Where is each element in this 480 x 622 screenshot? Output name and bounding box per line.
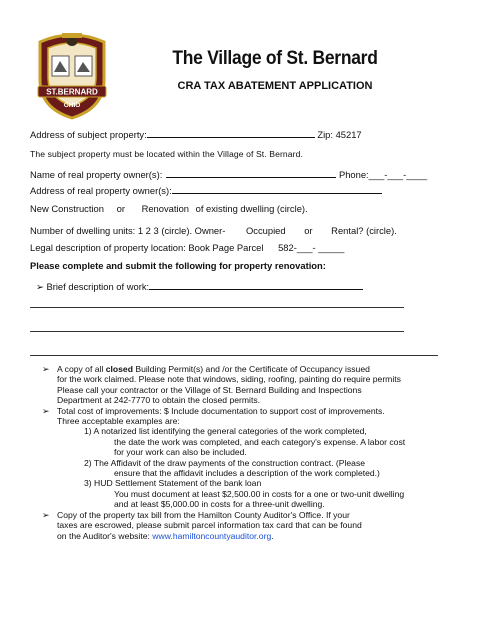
example2-line2: ensure that the affidavit includes a description of the work completed.) — [114, 468, 380, 479]
address-blank[interactable] — [147, 128, 315, 138]
location-note: The subject property must be located within the Village of St. Bernard. — [30, 149, 304, 159]
construction-type-row — [30, 203, 308, 214]
renovation-option[interactable]: Renovation — [141, 203, 189, 214]
renovation-tail-text: of existing dwelling (circle). — [195, 203, 308, 214]
or-text: or — [116, 203, 125, 214]
item2-line1: Total cost of improvements: $ Include documentation to support cost of improvements. — [57, 405, 385, 416]
address-field-row[interactable] — [30, 128, 362, 140]
bullet-arrow-icon: ➢ — [36, 281, 44, 292]
item1-line4: Department at 242-7770 to obtain the closed permits. — [57, 395, 261, 406]
description-line-1[interactable] — [30, 307, 404, 308]
item1-line3: Please call your contractor or the Village of St. Bernard Building and Inspections — [57, 384, 362, 395]
auditor-website-link[interactable]: www.hamiltoncountyauditor.org — [152, 530, 272, 541]
brief-label: Brief description of work: — [46, 281, 150, 292]
owner-address-label: Address of real property owner(s): — [30, 185, 172, 196]
example1-line3: for your work can also be included. — [114, 447, 247, 458]
units-row — [30, 225, 397, 236]
seal-state-text: OHIO — [63, 102, 81, 109]
requirement-item-cost — [42, 406, 472, 510]
bullet-arrow-icon: ➢ — [42, 509, 50, 520]
example2-line1: 2) The Affidavit of the draw payments of the construction contract. (Please — [84, 457, 366, 468]
or-text: or — [304, 225, 313, 236]
section-divider — [30, 355, 438, 356]
example3-line3: and at least $5,000.00 in costs for a three-unit dwelling. — [114, 499, 325, 510]
item3-line3: on the Auditor's website: — [57, 530, 153, 541]
legal-label: Legal description of property location: Book Page Parcel — [30, 242, 264, 253]
owner-name-label: Name of real property owner(s): — [30, 169, 163, 180]
example1-line1: 1) A notarized list identifying the general categories of the work completed, — [84, 426, 367, 437]
units-label: Number of dwelling units: 1 2 3 (circle). Owner- — [30, 225, 226, 236]
description-line-2[interactable] — [30, 331, 404, 332]
example3-line2: You must document at least $2,500.00 in costs for a one or two-unit dwelling — [114, 488, 405, 499]
address-label: Address of subject property: — [30, 129, 147, 140]
brief-blank[interactable] — [149, 280, 363, 290]
item3-line1: Copy of the property tax bill from the Hamilton County Auditor's Office. If your — [57, 509, 350, 520]
item1-text-rest: Building Permit(s) and /or the Certificate of Occupancy issued — [132, 364, 370, 374]
village-seal-logo — [32, 28, 112, 120]
example3-line1: 3) HUD Settlement Statement of the bank loan — [84, 478, 262, 489]
requirement-item-permits — [42, 364, 472, 406]
occupied-option[interactable]: Occupied — [246, 225, 286, 236]
owner-address-blank[interactable] — [172, 184, 382, 194]
item2-line2: Three acceptable examples are: — [57, 416, 180, 427]
new-construction-option[interactable]: New Construction — [30, 203, 104, 214]
item1-line2: for the work claimed. Please note that windows, siding, roofing, painting do require permits — [57, 374, 401, 385]
example1-line2: the date the work was completed, and each category's expense. A labor cost — [114, 436, 406, 447]
form-subtitle: CRA TAX ABATEMENT APPLICATION — [177, 80, 373, 92]
parcel-number-fill[interactable]: 582-___- _____ — [278, 242, 345, 253]
page-title: The Village of St. Bernard — [172, 48, 378, 69]
bullet-arrow-icon: ➢ — [42, 405, 50, 416]
seal-name-text: ST.BERNARD — [46, 87, 98, 97]
owner-name-blank[interactable] — [166, 168, 336, 178]
section-heading: Please complete and submit the following for property renovation: — [30, 260, 326, 271]
requirement-item-tax-bill — [42, 510, 472, 541]
owner-name-row[interactable] — [30, 168, 427, 180]
requirements-list — [42, 364, 472, 541]
rental-option[interactable]: Rental? (circle). — [331, 225, 397, 236]
phone-label: Phone:___-___-____ — [338, 169, 428, 180]
bullet-arrow-icon: ➢ — [42, 364, 50, 374]
item3-period: . — [271, 530, 274, 541]
owner-address-row[interactable] — [30, 184, 382, 196]
legal-description-row[interactable] — [30, 242, 344, 253]
item3-line2: taxes are escrowed, please submit parcel information tax card that can be found — [57, 520, 362, 531]
zip-label: Zip: 45217 — [317, 129, 362, 140]
brief-description-row[interactable] — [36, 280, 363, 293]
item1-text: A copy of all — [57, 364, 106, 374]
item1-bold-text: closed — [105, 364, 133, 374]
